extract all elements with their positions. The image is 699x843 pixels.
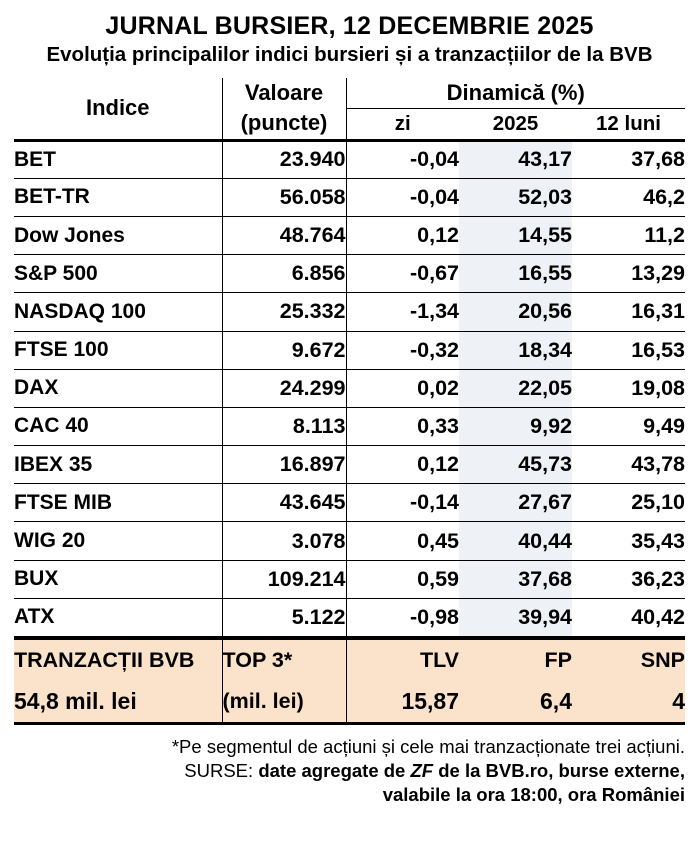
row-index-name: BET-TR bbox=[14, 178, 222, 216]
table-body bbox=[14, 140, 685, 636]
row-12m: 37,68 bbox=[572, 140, 685, 178]
row-day: 0,33 bbox=[346, 407, 459, 445]
column-header-dynamics: Dinamică (%) bbox=[346, 78, 685, 109]
column-header-12m: 12 luni bbox=[596, 111, 661, 135]
column-header-day: zi bbox=[394, 111, 411, 135]
row-year: 45,73 bbox=[459, 446, 572, 484]
row-day: 0,45 bbox=[346, 522, 459, 560]
row-value: 16.897 bbox=[222, 446, 346, 484]
row-day: -0,04 bbox=[346, 140, 459, 178]
notes-block bbox=[14, 735, 685, 807]
row-12m: 16,53 bbox=[572, 331, 685, 369]
row-value: 8.113 bbox=[222, 407, 346, 445]
row-value: 6.856 bbox=[222, 255, 346, 293]
table-row bbox=[14, 178, 685, 216]
row-index-name: FTSE 100 bbox=[14, 331, 222, 369]
row-12m: 25,10 bbox=[572, 484, 685, 522]
row-year: 14,55 bbox=[459, 216, 572, 254]
row-year: 16,55 bbox=[459, 255, 572, 293]
footer-row-symbols bbox=[14, 639, 685, 682]
row-day: 0,12 bbox=[346, 446, 459, 484]
row-12m: 35,43 bbox=[572, 522, 685, 560]
page-title: JURNAL BURSIER, 12 DECEMBRIE 2025 bbox=[105, 12, 594, 40]
header-row-1 bbox=[14, 78, 685, 109]
row-day: -0,32 bbox=[346, 331, 459, 369]
title-block bbox=[14, 0, 685, 67]
table-row bbox=[14, 216, 685, 254]
row-value: 25.332 bbox=[222, 293, 346, 331]
table-row bbox=[14, 369, 685, 407]
market-table bbox=[14, 78, 685, 637]
row-value: 43.645 bbox=[222, 484, 346, 522]
row-12m: 36,23 bbox=[572, 560, 685, 598]
table-row bbox=[14, 407, 685, 445]
row-day: -0,14 bbox=[346, 484, 459, 522]
row-index-name: Dow Jones bbox=[14, 216, 222, 254]
transactions-table bbox=[14, 637, 685, 725]
top3-symbol-1: TLV bbox=[346, 639, 459, 682]
sources-label: SURSE: bbox=[184, 760, 254, 782]
row-value: 9.672 bbox=[222, 331, 346, 369]
row-year: 52,03 bbox=[459, 178, 572, 216]
table-row bbox=[14, 484, 685, 522]
row-day: 0,02 bbox=[346, 369, 459, 407]
top3-value-3: 4 bbox=[572, 681, 685, 724]
row-12m: 16,31 bbox=[572, 293, 685, 331]
top3-value-2: 6,4 bbox=[459, 681, 572, 724]
row-index-name: BUX bbox=[14, 560, 222, 598]
row-day: -0,67 bbox=[346, 255, 459, 293]
sources-text-2: de la BVB.ro, burse externe, bbox=[438, 760, 685, 782]
transactions-value: 54,8 mil. lei bbox=[14, 681, 222, 724]
row-12m: 40,42 bbox=[572, 598, 685, 636]
row-index-name: IBEX 35 bbox=[14, 446, 222, 484]
row-index-name: ATX bbox=[14, 598, 222, 636]
table-row bbox=[14, 446, 685, 484]
top3-unit: (mil. lei) bbox=[222, 681, 346, 724]
table-row bbox=[14, 560, 685, 598]
sources-italic: ZF bbox=[410, 760, 434, 782]
row-value: 3.078 bbox=[222, 522, 346, 560]
row-year: 43,17 bbox=[459, 140, 572, 178]
row-year: 39,94 bbox=[459, 598, 572, 636]
table-row bbox=[14, 331, 685, 369]
table-row bbox=[14, 293, 685, 331]
table-row bbox=[14, 255, 685, 293]
table-row bbox=[14, 598, 685, 636]
column-header-index: Indice bbox=[85, 95, 150, 121]
row-year: 40,44 bbox=[459, 522, 572, 560]
row-day: -0,04 bbox=[346, 178, 459, 216]
row-value: 109.214 bbox=[222, 560, 346, 598]
top3-symbol-3: SNP bbox=[572, 639, 685, 682]
row-day: 0,59 bbox=[346, 560, 459, 598]
row-index-name: WIG 20 bbox=[14, 522, 222, 560]
footnote: *Pe segmentul de acțiuni și cele mai tranzacționate trei acțiuni. bbox=[171, 736, 685, 757]
footer-row-values bbox=[14, 681, 685, 724]
row-index-name: DAX bbox=[14, 369, 222, 407]
row-value: 24.299 bbox=[222, 369, 346, 407]
row-day: -0,98 bbox=[346, 598, 459, 636]
top3-label: TOP 3* bbox=[222, 639, 346, 682]
row-value: 5.122 bbox=[222, 598, 346, 636]
row-value: 48.764 bbox=[222, 216, 346, 254]
sources-text-1: date agregate de bbox=[258, 760, 406, 782]
row-12m: 13,29 bbox=[572, 255, 685, 293]
row-12m: 19,08 bbox=[572, 369, 685, 407]
table-row bbox=[14, 522, 685, 560]
column-header-value: Valoare bbox=[222, 78, 346, 109]
row-index-name: BET bbox=[14, 140, 222, 178]
row-index-name: S&P 500 bbox=[14, 255, 222, 293]
row-year: 18,34 bbox=[459, 331, 572, 369]
row-12m: 11,2 bbox=[572, 216, 685, 254]
column-header-value-unit: (puncte) bbox=[222, 108, 346, 140]
row-value: 23.940 bbox=[222, 140, 346, 178]
table-row bbox=[14, 140, 685, 178]
row-index-name: CAC 40 bbox=[14, 407, 222, 445]
row-year: 27,67 bbox=[459, 484, 572, 522]
row-12m: 46,2 bbox=[572, 178, 685, 216]
row-year: 22,05 bbox=[459, 369, 572, 407]
row-index-name: NASDAQ 100 bbox=[14, 293, 222, 331]
row-value: 56.058 bbox=[222, 178, 346, 216]
table-head bbox=[14, 78, 685, 141]
page-subtitle: Evoluția principalilor indici bursieri și a tranzacțiilor de la BVB bbox=[46, 43, 653, 66]
row-12m: 43,78 bbox=[572, 446, 685, 484]
row-index-name: FTSE MIB bbox=[14, 484, 222, 522]
row-year: 20,56 bbox=[459, 293, 572, 331]
row-12m: 9,49 bbox=[572, 407, 685, 445]
row-day: -1,34 bbox=[346, 293, 459, 331]
transactions-label: TRANZACȚII BVB bbox=[14, 639, 222, 682]
column-header-year: 2025 bbox=[492, 111, 539, 135]
sources-line-2: valabile la ora 18:00, ora României bbox=[382, 784, 685, 806]
row-year: 37,68 bbox=[459, 560, 572, 598]
footer-block bbox=[14, 637, 685, 725]
row-year: 9,92 bbox=[459, 407, 572, 445]
top3-symbol-2: FP bbox=[459, 639, 572, 682]
sources-line-1 bbox=[14, 759, 685, 783]
top3-value-1: 15,87 bbox=[346, 681, 459, 724]
row-day: 0,12 bbox=[346, 216, 459, 254]
